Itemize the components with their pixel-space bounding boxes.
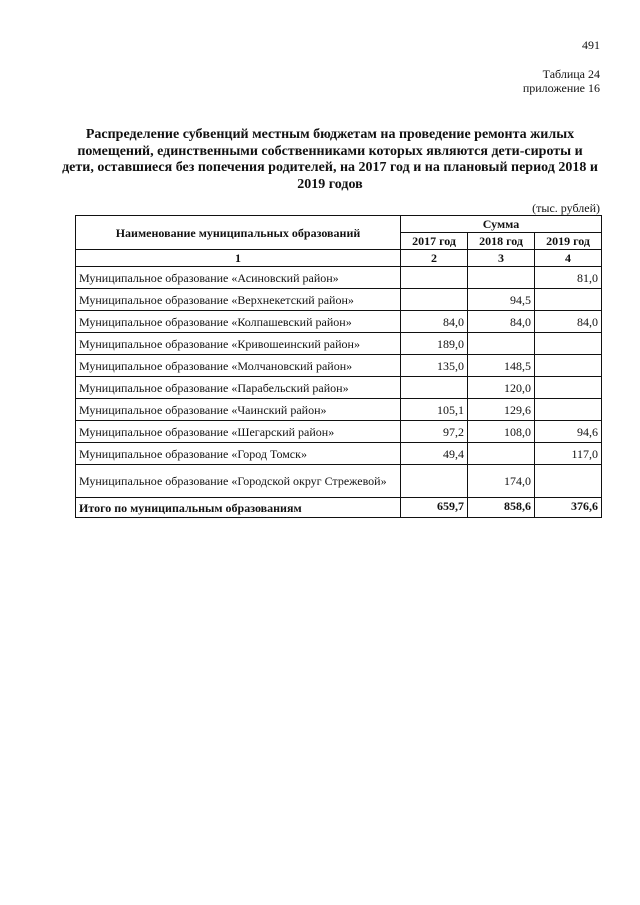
- table-row: [76, 267, 602, 289]
- total-value-2017: 659,7: [401, 498, 468, 518]
- row-value-2019: [535, 399, 602, 421]
- row-name: Муниципальное образование «Кривошеинский район»: [76, 333, 401, 355]
- row-name: Муниципальное образование «Шегарский район»: [76, 421, 401, 443]
- table-row: [76, 421, 602, 443]
- column-number: 2: [401, 250, 468, 267]
- row-name: Муниципальное образование «Город Томск»: [76, 443, 401, 465]
- row-value-2017: [401, 267, 468, 289]
- header-year-2018: 2018 год: [468, 233, 535, 250]
- row-name: Муниципальное образование «Асиновский район»: [76, 267, 401, 289]
- row-name: Муниципальное образование «Колпашевский район»: [76, 311, 401, 333]
- row-value-2017: 49,4: [401, 443, 468, 465]
- column-number: 1: [76, 250, 401, 267]
- header-year-2017: 2017 год: [401, 233, 468, 250]
- header-year-2019: 2019 год: [535, 233, 602, 250]
- row-value-2017: [401, 465, 468, 498]
- total-name: Итого по муниципальным образованиям: [76, 498, 401, 518]
- row-value-2019: 94,6: [535, 421, 602, 443]
- column-number: 3: [468, 250, 535, 267]
- row-value-2019: 84,0: [535, 311, 602, 333]
- column-numbers-row: [76, 250, 602, 267]
- row-value-2017: 105,1: [401, 399, 468, 421]
- total-row: [76, 498, 602, 518]
- row-value-2017: 97,2: [401, 421, 468, 443]
- table-row: [76, 443, 602, 465]
- row-value-2019: [535, 289, 602, 311]
- row-value-2019: [535, 465, 602, 498]
- table-row: [76, 333, 602, 355]
- header-row: [76, 216, 602, 233]
- row-value-2019: [535, 355, 602, 377]
- table-row: [76, 399, 602, 421]
- row-value-2018: [468, 267, 535, 289]
- table-row: [76, 355, 602, 377]
- total-value-2019: 376,6: [535, 498, 602, 518]
- appendix-label: приложение 16: [522, 81, 600, 95]
- row-value-2018: [468, 443, 535, 465]
- subvention-table: [75, 215, 602, 518]
- table-caption: [523, 67, 600, 95]
- row-value-2018: 174,0: [468, 465, 535, 498]
- row-value-2019: [535, 333, 602, 355]
- row-value-2018: 148,5: [468, 355, 535, 377]
- row-name: Муниципальное образование «Верхнекетский район»: [76, 289, 401, 311]
- table-row: [76, 465, 602, 498]
- table-row: [76, 311, 602, 333]
- header-name: Наименование муниципальных образований: [76, 216, 401, 250]
- row-name: Муниципальное образование «Молчановский район»: [76, 355, 401, 377]
- total-value-2018: 858,6: [468, 498, 535, 518]
- row-value-2018: 108,0: [468, 421, 535, 443]
- header-sum: Сумма: [401, 216, 602, 233]
- page-number: 491: [582, 38, 600, 52]
- row-value-2018: 84,0: [468, 311, 535, 333]
- document-title: Распределение субвенций местным бюджетам на проведение ремонта жилых помещений, единственными собственниками которых являются дети-сироты и дети, оставшиеся без попечения родителей, на 2017 год и на плановый период 2018 и 2019 годов: [62, 127, 598, 192]
- row-value-2017: 135,0: [401, 355, 468, 377]
- table-label: Таблица 24: [542, 67, 600, 81]
- row-value-2019: [535, 377, 602, 399]
- units-label: (тыс. рублей): [532, 201, 600, 215]
- table-row: [76, 377, 602, 399]
- row-value-2017: [401, 377, 468, 399]
- table-row: [76, 289, 602, 311]
- row-value-2017: 84,0: [401, 311, 468, 333]
- row-name: Муниципальное образование «Чаинский район»: [76, 399, 401, 421]
- row-value-2018: 94,5: [468, 289, 535, 311]
- row-value-2018: 129,6: [468, 399, 535, 421]
- row-value-2019: 117,0: [535, 443, 602, 465]
- row-value-2018: 120,0: [468, 377, 535, 399]
- row-value-2019: 81,0: [535, 267, 602, 289]
- row-value-2018: [468, 333, 535, 355]
- row-value-2017: [401, 289, 468, 311]
- row-name: Муниципальное образование «Парабельский район»: [76, 377, 401, 399]
- column-number: 4: [535, 250, 602, 267]
- row-name: Муниципальное образование «Городской округ Стрежевой»: [76, 465, 401, 498]
- row-value-2017: 189,0: [401, 333, 468, 355]
